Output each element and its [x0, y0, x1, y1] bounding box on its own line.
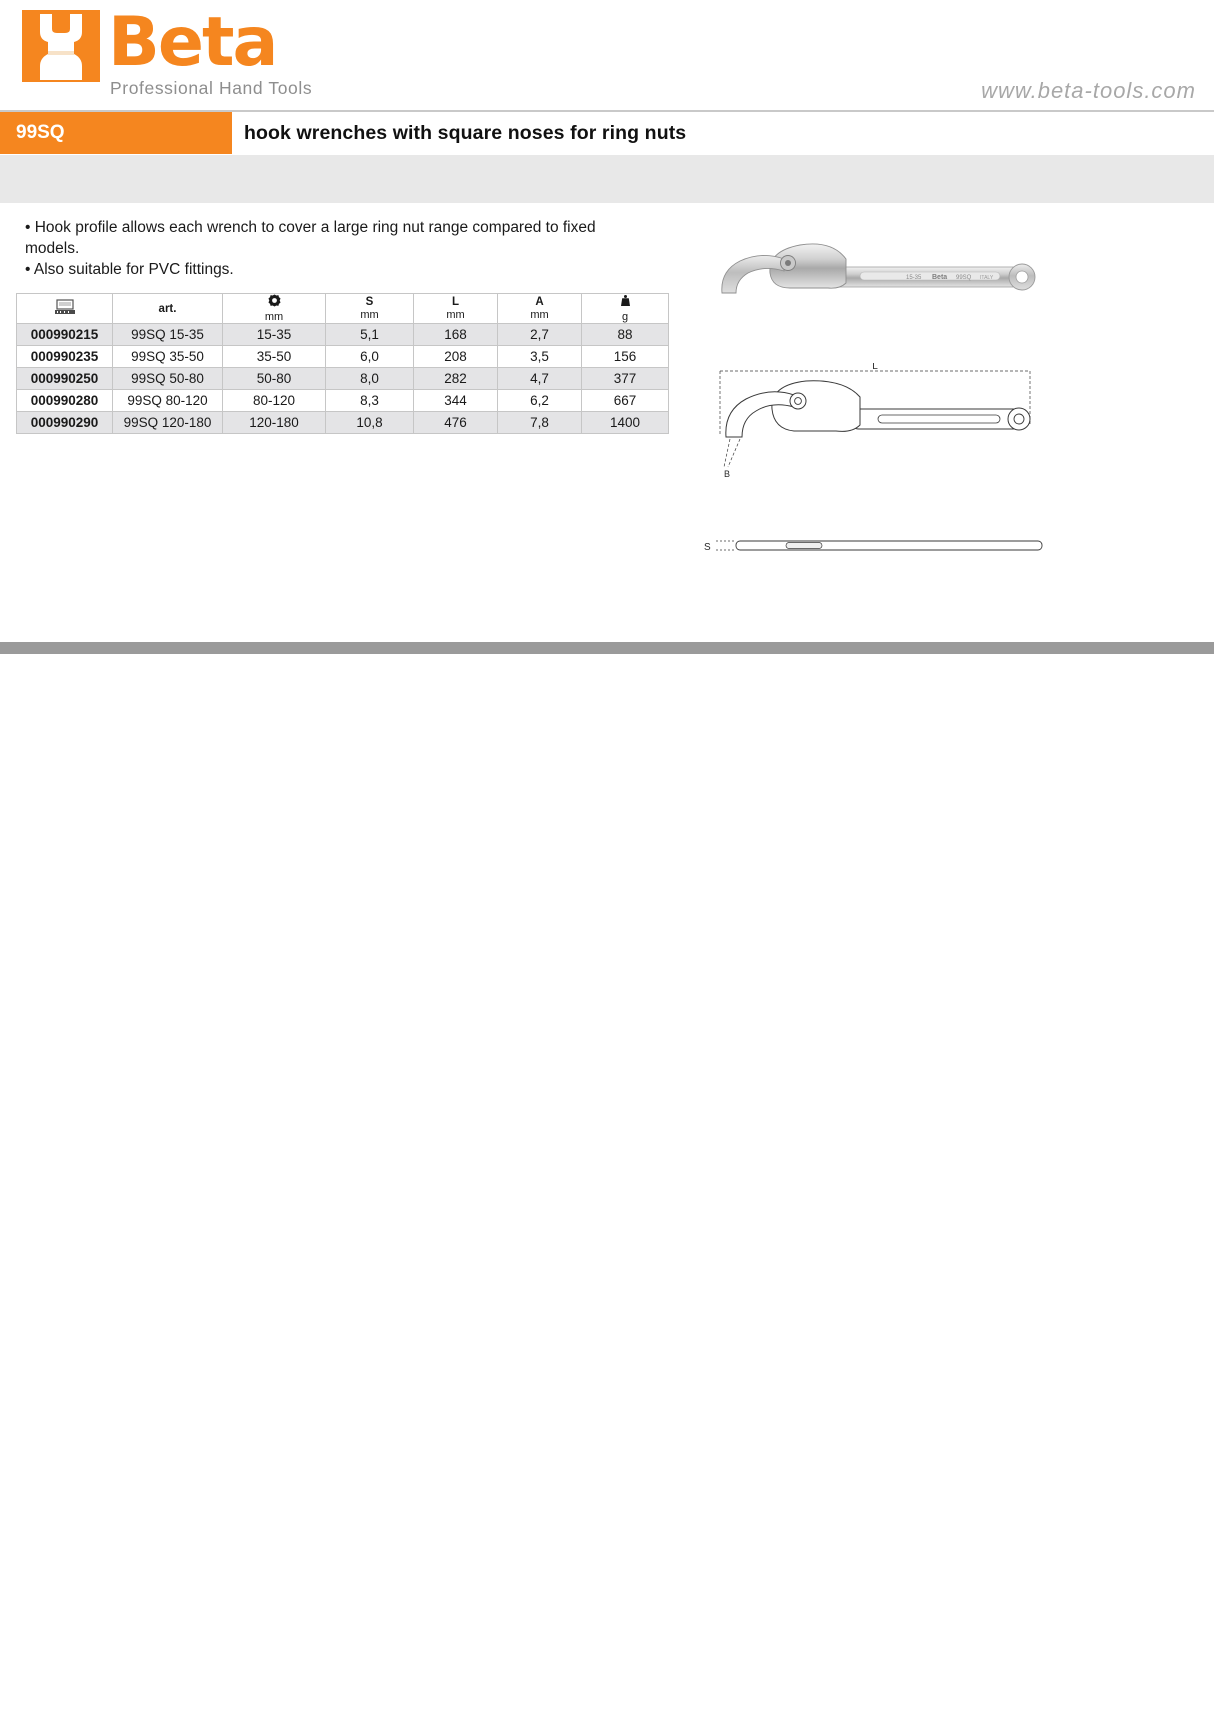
cell-weight: 377 [582, 368, 669, 390]
cell-a: 6,2 [498, 390, 582, 412]
footer-divider [0, 642, 1214, 654]
column-header-art [113, 294, 223, 324]
column-header-l-symbol: L [451, 296, 460, 308]
specifications-table [16, 293, 669, 434]
feature-list [25, 217, 625, 280]
column-header-s [326, 294, 414, 324]
cell-weight: 88 [582, 324, 669, 346]
cell-l: 344 [414, 390, 498, 412]
barcode-icon [54, 299, 76, 318]
column-header-range-unit: mm [264, 311, 284, 323]
column-header-code [17, 294, 113, 324]
wrench-icon [22, 10, 100, 82]
product-code-badge: 99SQ [0, 112, 232, 154]
cell-l: 282 [414, 368, 498, 390]
main-content [0, 203, 1214, 621]
cell-code: 000990235 [17, 346, 113, 368]
cell-l: 208 [414, 346, 498, 368]
svg-text:ITALY: ITALY [980, 275, 994, 281]
page-blank-area [0, 654, 1214, 1717]
technical-drawing-side [710, 363, 1050, 498]
product-figures [700, 203, 1100, 583]
cell-range: 15-35 [223, 324, 326, 346]
table-row [17, 412, 669, 434]
brand-name: Beta [108, 3, 277, 82]
cell-range: 80-120 [223, 390, 326, 412]
cell-code: 000990215 [17, 324, 113, 346]
brand-logo [22, 3, 313, 99]
column-header-a-unit: mm [530, 309, 549, 321]
cell-art: 99SQ 35-50 [113, 346, 223, 368]
cell-art: 99SQ 15-35 [113, 324, 223, 346]
title-underbar [0, 154, 1214, 203]
cell-art: 99SQ 120-180 [113, 412, 223, 434]
cell-a: 3,5 [498, 346, 582, 368]
cell-code: 000990290 [17, 412, 113, 434]
svg-text:15-35: 15-35 [906, 275, 922, 281]
cell-a: 7,8 [498, 412, 582, 434]
brand-tagline: Professional Hand Tools [110, 78, 313, 98]
cell-weight: 667 [582, 390, 669, 412]
logo-row [22, 3, 277, 82]
table-row [17, 390, 669, 412]
column-header-art-label: art. [158, 302, 177, 315]
nut-icon [268, 294, 281, 310]
column-header-range [223, 294, 326, 324]
table-body [17, 324, 669, 434]
column-header-a-symbol: A [535, 296, 544, 308]
table-header-row [17, 294, 669, 324]
cell-a: 2,7 [498, 324, 582, 346]
feature-bullet-2: • Also suitable for PVC fittings. [25, 261, 234, 278]
column-header-weight-unit: g [621, 310, 629, 323]
cell-l: 476 [414, 412, 498, 434]
svg-text:Beta: Beta [932, 274, 948, 281]
column-header-weight [582, 294, 669, 324]
cell-range: 50-80 [223, 368, 326, 390]
cell-l: 168 [414, 324, 498, 346]
cell-art: 99SQ 80-120 [113, 390, 223, 412]
column-header-s-unit: mm [360, 309, 379, 321]
cell-s: 10,8 [326, 412, 414, 434]
product-photo [710, 233, 1060, 328]
column-header-s-symbol: S [365, 296, 374, 308]
cell-s: 8,3 [326, 390, 414, 412]
technical-drawing-edge [700, 528, 1060, 569]
table-row [17, 324, 669, 346]
feature-bullet-1: • Hook profile allows each wrench to cover a large ring nut range compared to fixed models. [25, 219, 600, 257]
website-url: www.beta-tools.com [981, 78, 1196, 103]
cell-code: 000990250 [17, 368, 113, 390]
svg-text:B: B [724, 469, 731, 479]
svg-text:99SQ: 99SQ [956, 275, 972, 281]
column-header-l-unit: mm [446, 309, 465, 321]
page-title: hook wrenches with square noses for ring nuts [244, 121, 687, 144]
weight-icon [620, 295, 631, 310]
cell-a: 4,7 [498, 368, 582, 390]
cell-weight: 1400 [582, 412, 669, 434]
cell-s: 5,1 [326, 324, 414, 346]
table-row [17, 346, 669, 368]
cell-art: 99SQ 50-80 [113, 368, 223, 390]
svg-text:L: L [872, 363, 878, 372]
column-header-l [414, 294, 498, 324]
cell-range: 35-50 [223, 346, 326, 368]
table-row [17, 368, 669, 390]
page-header [0, 0, 1214, 112]
cell-code: 000990280 [17, 390, 113, 412]
cell-s: 6,0 [326, 346, 414, 368]
cell-range: 120-180 [223, 412, 326, 434]
product-title-bar [0, 112, 1214, 154]
cell-s: 8,0 [326, 368, 414, 390]
column-header-a [498, 294, 582, 324]
svg-text:S: S [704, 542, 711, 553]
cell-weight: 156 [582, 346, 669, 368]
